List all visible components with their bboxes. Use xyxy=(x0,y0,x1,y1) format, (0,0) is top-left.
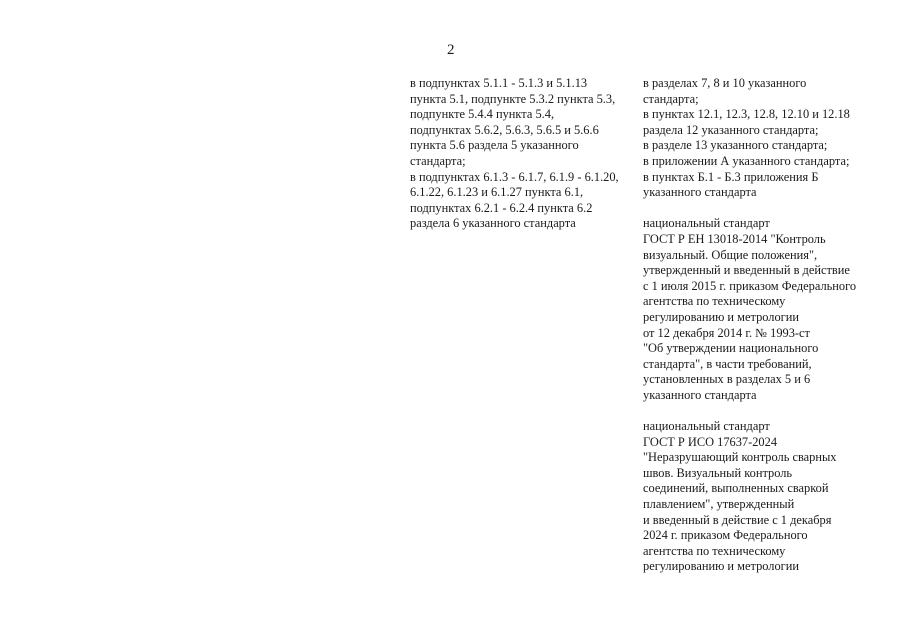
text-line: соединений, выполненных сваркой xyxy=(643,481,829,496)
text-line: ГОСТ Р ИСО 17637-2024 xyxy=(643,434,778,449)
sections-paragraph xyxy=(643,76,856,201)
text-line: в пунктах 12.1, 12.3, 12.8, 12.10 и 12.18 xyxy=(643,107,850,122)
text-line: раздела 6 указанного стандарта xyxy=(410,216,576,231)
text-line: с 1 июля 2015 г. приказом Федерального xyxy=(643,278,857,293)
text-line: стандарта; xyxy=(410,153,466,168)
text-line: утвержденный и введенный в действие xyxy=(643,263,850,278)
text-line: в подпунктах 5.1.1 - 5.1.3 и 5.1.13 xyxy=(410,76,588,90)
text-line: в подпунктах 6.1.3 - 6.1.7, 6.1.9 - 6.1.20, xyxy=(410,169,619,184)
text-line: пункта 5.6 раздела 5 указанного xyxy=(410,138,579,153)
text-line: регулированию и метрологии xyxy=(643,559,800,574)
text-line: подпункте 5.4.4 пункта 5.4, xyxy=(410,107,555,122)
text-line: национальный стандарт xyxy=(643,419,770,434)
text-line: в разделах 7, 8 и 10 указанного xyxy=(643,76,807,90)
text-line: в разделе 13 указанного стандарта; xyxy=(643,138,828,153)
gost-17637-paragraph xyxy=(643,419,856,575)
page-number: 2 xyxy=(447,42,455,58)
text-line: национальный стандарт xyxy=(643,216,770,231)
text-line: "Неразрушающий контроль сварных xyxy=(643,450,837,465)
text-line: и введенный в действие с 1 декабря xyxy=(643,512,832,527)
text-line: швов. Визуальный контроль xyxy=(643,465,793,480)
text-line: в пунктах Б.1 - Б.3 приложения Б xyxy=(643,169,819,184)
left-text-column xyxy=(410,76,619,232)
text-line: 6.1.22, 6.1.23 и 6.1.27 пункта 6.1, xyxy=(410,185,584,200)
text-line: регулированию и метрологии xyxy=(643,309,800,324)
text-line: стандарта", в части требований, xyxy=(643,356,812,371)
text-line: раздела 12 указанного стандарта; xyxy=(643,122,819,137)
text-line: агентства по техническому xyxy=(643,294,786,309)
text-line: подпунктах 5.6.2, 5.6.3, 5.6.5 и 5.6.6 xyxy=(410,122,599,137)
text-line: от 12 декабря 2014 г. № 1993-ст xyxy=(643,325,810,340)
text-line: плавлением", утвержденный xyxy=(643,497,795,512)
text-line: 2024 г. приказом Федерального xyxy=(643,528,808,543)
left-paragraph xyxy=(410,76,619,232)
text-line: установленных в разделах 5 и 6 xyxy=(643,372,811,387)
text-line: "Об утверждении национального xyxy=(643,341,819,356)
gost-13018-paragraph xyxy=(643,216,856,403)
text-line: пункта 5.1, подпункте 5.3.2 пункта 5.3, xyxy=(410,91,616,106)
text-line: указанного стандарта xyxy=(643,387,757,402)
right-text-column xyxy=(643,76,856,575)
text-line: указанного стандарта xyxy=(643,185,757,200)
text-line: ГОСТ Р ЕН 13018-2014 "Контроль xyxy=(643,231,826,246)
text-line: подпунктах 6.2.1 - 6.2.4 пункта 6.2 xyxy=(410,200,593,215)
text-line: в приложении А указанного стандарта; xyxy=(643,153,850,168)
text-line: агентства по техническому xyxy=(643,543,786,558)
text-line: визуальный. Общие положения", xyxy=(643,247,818,262)
text-line: стандарта; xyxy=(643,91,699,106)
